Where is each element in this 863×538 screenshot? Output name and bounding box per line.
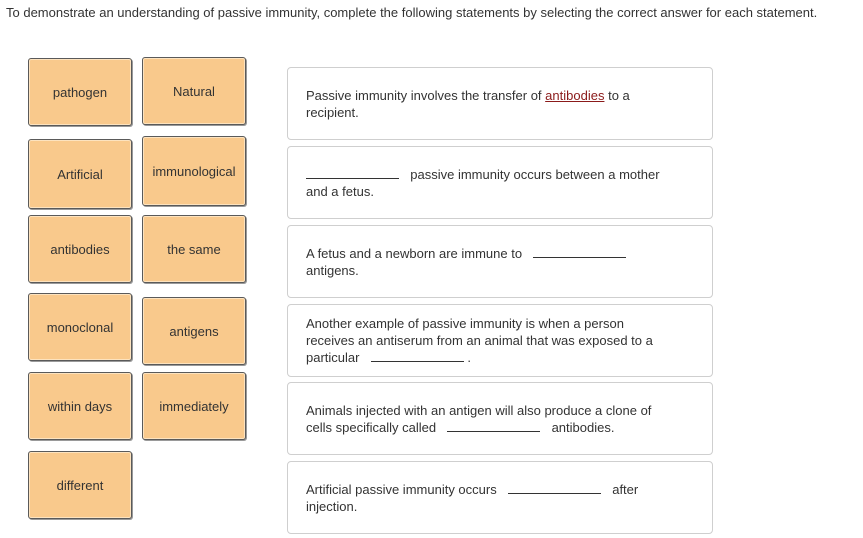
tile-label: antibodies [50, 241, 110, 257]
instructions-text: To demonstrate an understanding of passive immunity, complete the following statements by selecting the correct answer for each statement. [6, 5, 818, 20]
answer-tile-pathogen[interactable] [28, 58, 132, 126]
answer-tile-different[interactable] [28, 451, 132, 519]
statement-4-blank[interactable] [371, 349, 464, 362]
statement-2-blank[interactable] [306, 166, 399, 179]
answer-tile-within-days[interactable] [28, 372, 132, 440]
statement-text: Another example of passive immunity is when a person [306, 316, 624, 331]
statement-text: Passive immunity involves the transfer of [306, 88, 542, 103]
statement-3-blank[interactable] [533, 245, 626, 258]
answer-tile-artificial[interactable] [28, 139, 132, 209]
answer-tile-the-same[interactable] [142, 215, 246, 283]
statement-3-line-1 [306, 245, 626, 262]
statement-text: cells specifically called [306, 420, 437, 435]
tile-label: monoclonal [46, 319, 114, 335]
tile-label: immediately [159, 398, 229, 414]
statement-1-line-1 [306, 87, 630, 104]
statement-2 [287, 146, 713, 219]
answer-tile-immunological[interactable] [142, 136, 246, 206]
tile-label: within days [47, 398, 113, 414]
statement-text: receives an antiserum from an animal that was exposed to a [306, 333, 653, 348]
statement-5-blank[interactable] [447, 419, 540, 432]
statement-1-answer-slot[interactable]: antibodies [545, 88, 605, 103]
tile-label: antigens [169, 323, 219, 339]
statement-text: Animals injected with an antigen will also produce a clone of [306, 403, 652, 418]
statement-text: particular [306, 350, 360, 365]
statement-6-blank[interactable] [508, 481, 601, 494]
statement-text: to a [608, 88, 630, 103]
answer-tile-monoclonal[interactable] [28, 293, 132, 361]
statement-text: after [612, 482, 639, 497]
statement-text: recipient. [306, 105, 359, 120]
statement-1 [287, 67, 713, 140]
statement-text: antigens. [306, 263, 359, 278]
answer-tile-antibodies[interactable] [28, 215, 132, 283]
statement-5 [287, 382, 713, 455]
statement-text: antibodies. [551, 420, 615, 435]
statement-6 [287, 461, 713, 534]
tile-label: pathogen [52, 84, 108, 100]
tile-label: different [56, 477, 104, 493]
statement-text: and a fetus. [306, 184, 374, 199]
answer-tile-natural[interactable] [142, 57, 246, 125]
statement-2-line-1 [306, 166, 660, 183]
tile-label: immunological [152, 163, 236, 179]
answer-tile-immediately[interactable] [142, 372, 246, 440]
tile-label: Natural [173, 83, 215, 99]
statement-text: injection. [306, 499, 358, 514]
statement-text: A fetus and a newborn are immune to [306, 246, 523, 261]
statement-3 [287, 225, 713, 298]
statement-5-line-2 [306, 419, 614, 436]
statement-6-line-1 [306, 481, 638, 498]
tile-label: Artificial [57, 166, 103, 182]
statement-4 [287, 304, 713, 377]
statement-text: passive immunity occurs between a mother [410, 167, 660, 182]
answer-tile-antigens[interactable] [142, 297, 246, 365]
statement-text: . [467, 350, 471, 365]
statement-4-line-3 [306, 349, 471, 366]
statement-text: Artificial passive immunity occurs [306, 482, 497, 497]
tile-label: the same [167, 241, 221, 257]
